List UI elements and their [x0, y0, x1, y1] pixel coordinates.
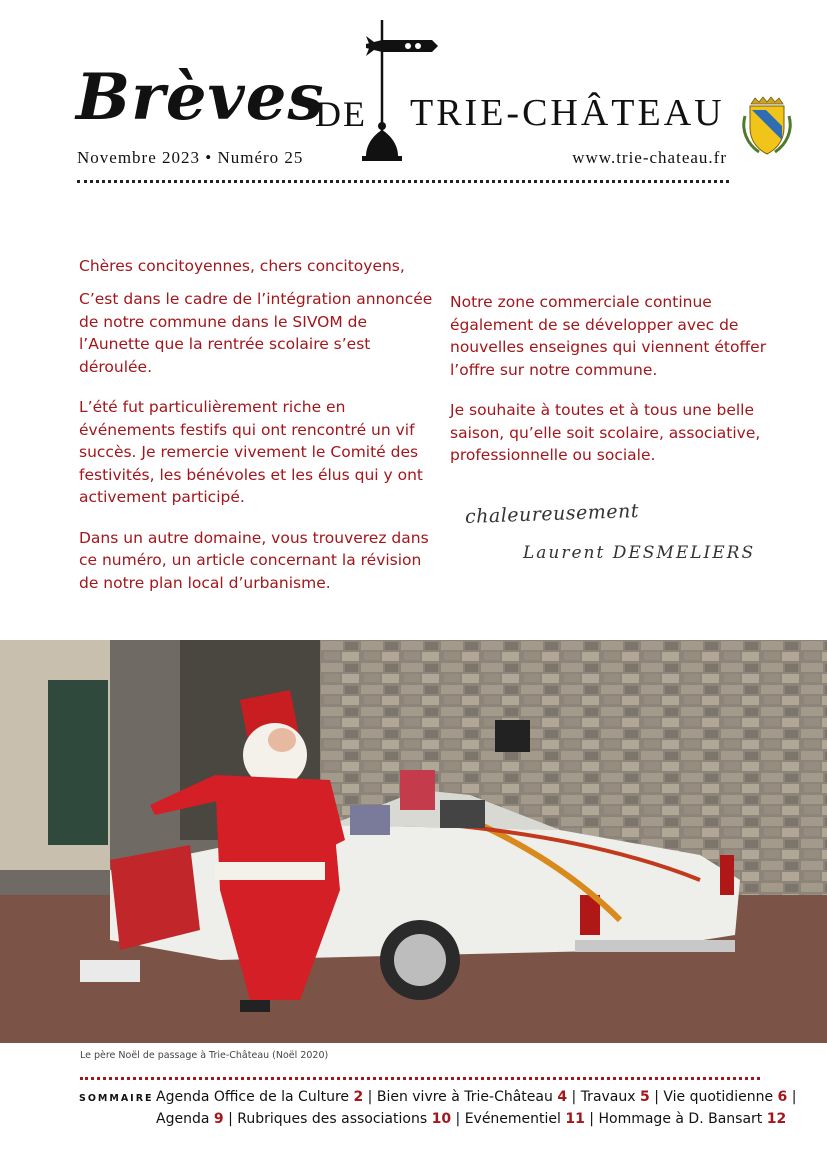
sommaire-item-page: 11: [565, 1111, 585, 1127]
photo-caption: Le père Noël de passage à Trie-Château (Noël 2020): [80, 1050, 329, 1061]
sommaire-item-page: 12: [766, 1111, 787, 1127]
sommaire-item-label: Travaux: [580, 1089, 640, 1105]
sommaire-divider: [80, 1077, 760, 1080]
sommaire-label: SOMMAIRE: [79, 1093, 154, 1104]
sommaire-item-label: Agenda: [156, 1111, 214, 1127]
website-link[interactable]: www.trie-chateau.fr: [572, 148, 727, 167]
signature: [464, 499, 765, 578]
letter-left-column: [79, 288, 434, 612]
sommaire-item[interactable]: [377, 1089, 567, 1105]
sommaire-item-label: Bien vivre à Trie-Château: [376, 1089, 558, 1105]
sommaire-item-page: 5: [640, 1089, 650, 1105]
sommaire-item-page: 10: [431, 1111, 452, 1127]
sommaire-item-label: Agenda Office de la Culture: [156, 1089, 354, 1105]
sommaire-item-label: Evénementiel: [464, 1111, 566, 1127]
coat-of-arms-icon: [741, 96, 793, 156]
title-town: TRIE-CHÂTEAU: [410, 92, 725, 134]
title-de: DE: [315, 94, 367, 134]
sommaire-item-page: 6: [777, 1089, 788, 1105]
title-breves: Brèves: [76, 60, 325, 135]
sommaire-item-page: 9: [213, 1111, 224, 1127]
issue-info: Novembre 2023 • Numéro 25: [77, 148, 304, 167]
greeting: Chères concitoyennes, chers concitoyens,: [79, 257, 405, 275]
letter-right-column: [450, 291, 780, 485]
paragraph: Je souhaite à toutes et à tous une belle saison, qu’elle soit scolaire, associative, professionnelle ou sociale.: [450, 401, 761, 464]
sommaire-item-label: Vie quotidienne: [663, 1089, 778, 1105]
sommaire-line: Agenda Office de la Culture 2 | Bien vivre à Trie-Château 4 | Travaux 5 | Vie quotidienne 6 |: [156, 1089, 797, 1105]
sommaire-item-label: Rubriques des associations: [237, 1111, 432, 1127]
sommaire-list: [156, 1086, 806, 1130]
sommaire-item[interactable]: [598, 1111, 786, 1127]
paragraph: L’été fut particulièrement riche en événements festifs qui ont rencontré un vif succès. Je remercie vivement le Comité des festivités, les bénévoles et les élus qui y ont activement participé.: [79, 398, 423, 506]
sommaire-item-label: Hommage à D. Bansart: [598, 1111, 767, 1127]
paragraph: Dans un autre domaine, vous trouverez dans ce numéro, un article concernant la révision de notre plan local d’urbanisme.: [79, 528, 429, 592]
signature-closing: chaleureusement: [464, 499, 640, 529]
sommaire-item[interactable]: [465, 1111, 585, 1127]
signature-name: Laurent DESMELIERS: [523, 543, 756, 563]
sommaire-item[interactable]: [156, 1089, 363, 1105]
sommaire-item[interactable]: [581, 1089, 650, 1105]
sommaire-item-page: 2: [353, 1089, 364, 1105]
sommaire-item-page: 4: [557, 1089, 568, 1105]
santa-car-photo: [0, 640, 827, 1043]
sommaire-item[interactable]: [156, 1111, 224, 1127]
paragraph: C’est dans le cadre de l’intégration annoncée de notre commune dans le SIVOM de l’Aunette que la rentrée scolaire s’est déroulée.: [79, 290, 433, 376]
header-divider: [77, 180, 729, 183]
sommaire-item[interactable]: [663, 1089, 787, 1105]
sommaire-item[interactable]: [237, 1111, 451, 1127]
sommaire-line: Agenda 9 | Rubriques des associations 10 | Evénementiel 11 | Hommage à D. Bansart 12: [156, 1111, 787, 1127]
paragraph: Notre zone commerciale continue également de se développer avec de nouvelles enseignes qui viennent étoffer l’offre sur notre commune.: [450, 293, 767, 379]
